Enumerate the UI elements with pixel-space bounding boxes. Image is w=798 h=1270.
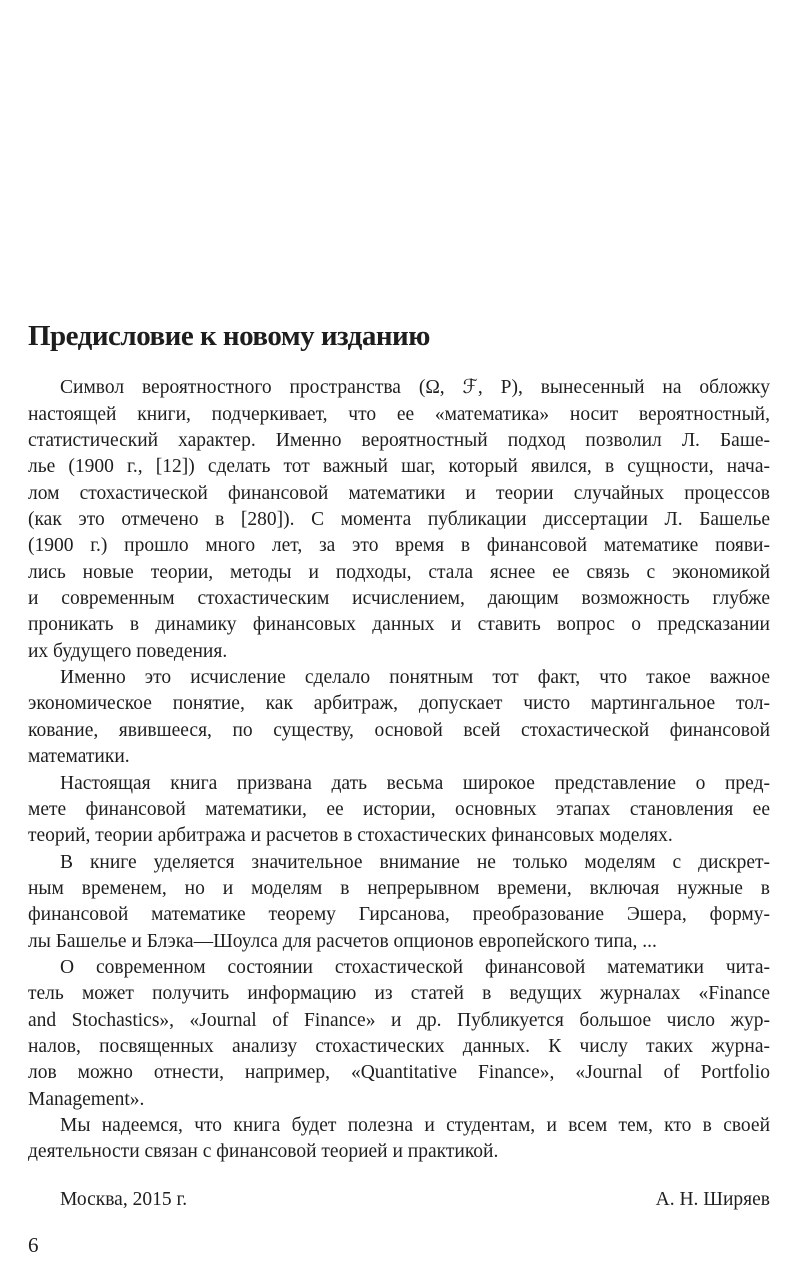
body-text	[28, 375, 770, 1165]
paragraph	[28, 955, 770, 1113]
text-line: статистический характер. Именно вероятностный подход позволил Л. Баше-	[28, 430, 770, 452]
text-line: лов можно отнести, например, «Quantitative Finance», «Journal of Portfolio	[28, 1062, 770, 1084]
page-number: 6	[28, 1233, 39, 1257]
text-line: лы Башелье и Блэка—Шоулса для расчетов опционов европейского типа, ...	[28, 930, 657, 952]
text-line: В книге уделяется значительное внимание не только моделям с дискрет-	[60, 851, 770, 873]
text-line: лье (1900 г., [12]) сделать тот важный шаг, который явился, в сущности, нача-	[28, 456, 770, 478]
text-line: мете финансовой математики, ее истории, основных этапах становления ее	[28, 798, 770, 820]
text-line: Мы надеемся, что книга будет полезна и студентам, и всем тем, кто в своей	[60, 1114, 770, 1136]
paragraph	[28, 375, 770, 665]
place-date: Москва, 2015 г.	[60, 1188, 188, 1210]
text-line: лись новые теории, методы и подходы, стала яснее ее связь с экономикой	[28, 561, 770, 583]
text-line: Символ вероятностного пространства (Ω, ℱ, P), вынесенный на обложку	[60, 377, 770, 399]
text-line: тель может получить информацию из статей в ведущих журналах «Finance	[28, 983, 770, 1005]
text-line: and Stochastics», «Journal of Finance» и др. Публикуется большое число жур-	[28, 1009, 770, 1031]
paragraph	[28, 771, 770, 850]
text-line: (как это отмечено в [280]). С момента публикации диссертации Л. Башелье	[28, 509, 770, 531]
text-line: О современном состоянии стохастической финансовой математики чита-	[60, 956, 770, 978]
signature-row	[28, 1187, 770, 1213]
text-line: проникать в динамику финансовых данных и ставить вопрос о предсказании	[28, 614, 770, 636]
text-line: Настоящая книга призвана дать весьма широкое представление о пред-	[60, 772, 770, 794]
page-title: Предисловие к новому изданию	[28, 320, 430, 352]
paragraph	[28, 665, 770, 770]
text-line: настоящей книги, подчеркивает, что ее «математика» носит вероятностный,	[28, 403, 770, 425]
page-content	[28, 320, 770, 1213]
text-line: лом стохастической финансовой математики и теории случайных процессов	[28, 482, 770, 504]
text-line: их будущего поведения.	[28, 640, 228, 662]
text-line: кование, явившееся, по существу, основой всей стохастической финансовой	[28, 719, 770, 741]
text-line: и современным стохастическим исчислением, дающим возможность глубже	[28, 588, 770, 610]
text-line: налов, посвященных анализу стохастических данных. К числу таких журна-	[28, 1035, 770, 1057]
text-line: ным временем, но и моделям в непрерывном времени, включая нужные в	[28, 877, 770, 899]
text-line: Именно это исчисление сделало понятным тот факт, что такое важное	[60, 667, 770, 689]
text-line: теорий, теории арбитража и расчетов в стохастических финансовых моделях.	[28, 825, 673, 847]
text-line: (1900 г.) прошло много лет, за это время в финансовой математике появи-	[28, 535, 770, 557]
text-line: Management».	[28, 1088, 145, 1110]
paragraph	[28, 1113, 770, 1166]
text-line: финансовой математике теорему Гирсанова, преобразование Эшера, форму-	[28, 904, 770, 926]
text-line: экономическое понятие, как арбитраж, допускает чисто мартингальное тол-	[28, 693, 770, 715]
author-name: А. Н. Ширяев	[655, 1188, 770, 1210]
paragraph	[28, 850, 770, 955]
text-line: математики.	[28, 746, 130, 768]
text-line: деятельности связан с финансовой теорией и практикой.	[28, 1141, 499, 1163]
